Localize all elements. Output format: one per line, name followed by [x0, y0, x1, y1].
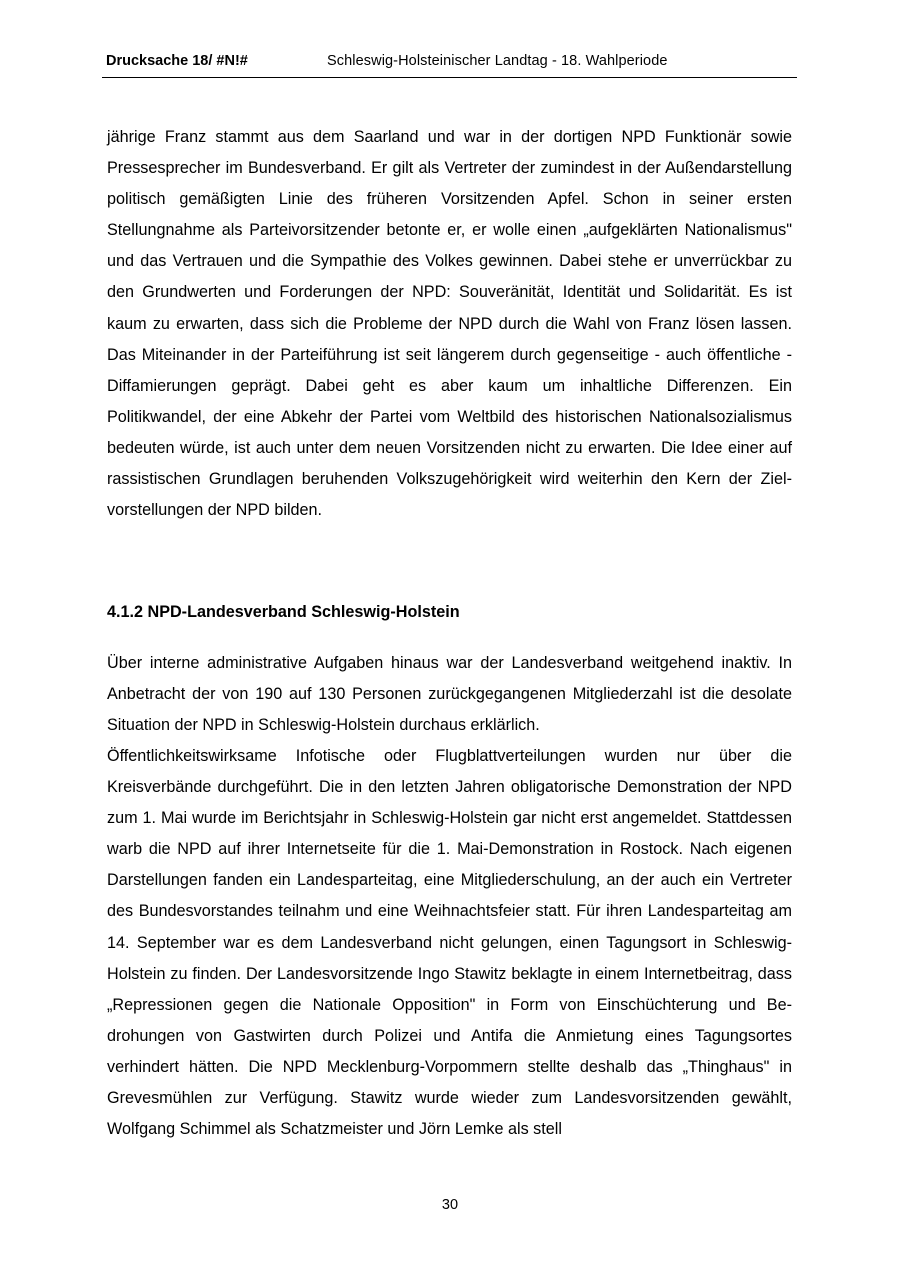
header-divider [102, 77, 797, 78]
header-title: Schleswig-Holsteinischer Landtag - 18. Wahlperiode [327, 53, 668, 69]
page-number: 30 [441, 1197, 459, 1213]
body-paragraph-3: Öffentlichkeitswirksame Infotische oder Flugblattverteilungen wurden nur über die Kreisverbände durchgeführt. Die in den letzten Jahren obligatorische Demonstration der NPD zum 1. Mai wurde im Berichtsjahr in Schleswig-Holstein gar nicht erst angemeldet. Stattdessen warb die NPD auf ihrer Internetseite für die 1. Mai-Demonstration in Rostock. Nach eigenen Darstellungen fanden ein Landesparteitag, eine Mitgliederschulung, an der auch ein Vertreter des Bundesvorstandes teilnahm und eine Weihnachtsfeier statt. Für ihren Landesparteitag am 14. September war es dem Landesverband nicht gelungen, einen Tagungsort in Schleswig-Holstein zu finden. Der Landesvorsitzende Ingo Stawitz beklagte in einem Internetbeitrag, dass „Repressionen gegen die Nationale Opposition" in Form von Einschüchterung und Bedrohungen von Gastwirten durch Polizei und Antifa die Anmietung eines Tagungsortes verhindert hätten. Die NPD Mecklenburg-Vorpommern stellte deshalb das „Thinghaus" in Grevesmühlen zur Verfügung. Stawitz wurde wieder zum Landesvorsitzenden gewählt, Wolfgang Schimmel als Schatzmeister und Jörn Lemke als stell [107, 747, 792, 1139]
body-paragraph-1: jährige Franz stammt aus dem Saarland und war in der dortigen NPD Funktionär sowie Pressesprecher im Bundesverband. Er gilt als Vertreter der zumindest in der Außendarstellung politisch gemäßigten Linie des früheren Vorsitzenden Apfel. Schon in seiner ersten Stellungnahme als Parteivorsitzender betonte er, er wolle einen „aufgeklärten Nationalismus" und das Vertrauen und die Sympathie des Volkes gewinnen. Dabei stehe er unverrückbar zu den Grundwerten und Forderungen der NPD: Souveränität, Identität und Solidarität. Es ist kaum zu erwarten, dass sich die Probleme der NPD durch die Wahl von Franz lösen lassen. Das Miteinander in der Parteiführung ist seit längerem durch gegenseitige - auch öffentliche - Diffamierungen geprägt. Dabei geht es aber kaum um inhaltliche Differenzen. Ein Politikwandel, der eine Abkehr der Partei vom Weltbild des historischen Nationalsozialismus bedeuten würde, ist auch unter dem neuen Vorsitzenden nicht zu erwarten. Die Idee einer auf rassistischen Grundlagen beruhenden Volkszugehörigkeit wird weiterhin den Kern der Zielvorstellungen der NPD bilden. [107, 128, 792, 520]
document-number: Drucksache 18/ #N!# [106, 53, 248, 69]
page-header [104, 52, 796, 76]
body-paragraph-2: Über interne administrative Aufgaben hinaus war der Landesverband weitgehend inaktiv. In Anbetracht der von 190 auf 130 Personen zurückgegangenen Mitgliederzahl ist die desolate Situation der NPD in Schleswig-Holstein durchaus erklärlich. [107, 654, 792, 735]
section-heading: 4.1.2 NPD-Landesverband Schleswig-Holstein [107, 603, 460, 621]
